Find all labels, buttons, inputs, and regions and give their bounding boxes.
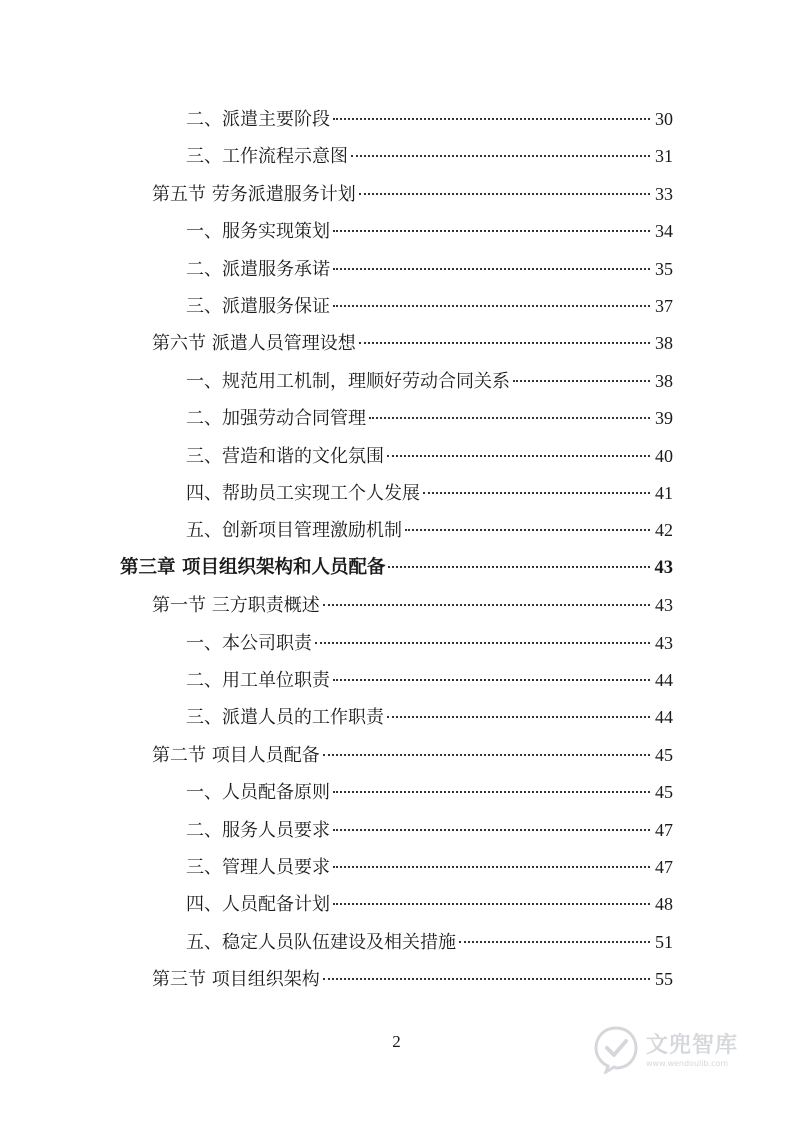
toc-entry[interactable] bbox=[186, 442, 673, 470]
toc-entry[interactable] bbox=[186, 255, 673, 283]
toc-entry[interactable] bbox=[152, 180, 673, 208]
toc-entry-page: 51 bbox=[655, 931, 673, 952]
toc-entry-page: 33 bbox=[655, 183, 673, 204]
toc-entry[interactable] bbox=[186, 629, 673, 657]
toc-entry-page: 38 bbox=[655, 370, 673, 391]
toc-entry-page: 48 bbox=[655, 894, 673, 915]
toc-entry-title: 二、加强劳动合同管理 bbox=[186, 408, 366, 430]
toc-leader-dots bbox=[333, 866, 650, 868]
toc-leader-dots bbox=[423, 492, 650, 494]
toc-leader-dots bbox=[333, 679, 650, 681]
toc-leader-dots bbox=[323, 754, 650, 756]
toc-entry-page: 44 bbox=[655, 670, 673, 690]
toc-entry[interactable] bbox=[186, 142, 673, 170]
toc-entry[interactable] bbox=[186, 666, 673, 694]
toc-entry-title: 第三节 项目组织架构 bbox=[152, 969, 320, 991]
toc-entry-title: 二、服务人员要求 bbox=[186, 819, 330, 841]
toc-entry-page: 43 bbox=[655, 632, 673, 653]
toc-leader-dots bbox=[333, 230, 650, 232]
toc-entry-page: 44 bbox=[655, 707, 673, 728]
toc-entry-page: 45 bbox=[655, 782, 673, 803]
toc-entry[interactable] bbox=[186, 292, 673, 320]
toc-leader-dots bbox=[351, 155, 650, 157]
toc-entry-title: 第五节 劳务派遣服务计划 bbox=[152, 183, 356, 205]
toc-entry-page: 35 bbox=[655, 258, 673, 279]
toc-leader-dots bbox=[333, 791, 650, 793]
toc-entry-title: 四、帮助员工实现工个人发展 bbox=[186, 483, 420, 504]
toc-entry-title: 三、营造和谐的文化氛围 bbox=[186, 445, 384, 467]
toc-entry[interactable] bbox=[186, 703, 673, 731]
toc-entry-page: 47 bbox=[655, 857, 673, 877]
page-number: 2 bbox=[392, 1032, 401, 1051]
toc-entry[interactable] bbox=[186, 778, 673, 806]
toc-entry[interactable] bbox=[152, 329, 673, 357]
toc-entry-page: 30 bbox=[655, 109, 673, 129]
toc-entry-title: 第一节 三方职责概述 bbox=[152, 595, 320, 617]
toc-entry[interactable] bbox=[186, 853, 673, 881]
wendou-logo-icon bbox=[590, 1022, 642, 1074]
toc-entry-title: 二、派遣服务承诺 bbox=[186, 258, 330, 280]
toc-entry-page: 43 bbox=[655, 595, 673, 616]
toc-entry-title: 三、派遣服务保证 bbox=[186, 296, 330, 317]
watermark-url: www.wendoulib.com bbox=[646, 1059, 729, 1068]
toc-entry-title: 第三章 项目组织架构和人员配备 bbox=[120, 556, 386, 578]
toc-entry-title: 一、规范用工机制，理顺好劳动合同关系 bbox=[186, 370, 510, 392]
toc-entry[interactable] bbox=[120, 554, 673, 582]
toc-leader-dots bbox=[333, 305, 650, 307]
toc-entry[interactable] bbox=[186, 105, 673, 133]
toc-entry-title: 四、人员配备计划 bbox=[186, 894, 330, 916]
toc-entry[interactable] bbox=[152, 591, 673, 619]
toc-leader-dots bbox=[333, 903, 650, 905]
toc-entry-title: 第二节 项目人员配备 bbox=[152, 744, 320, 766]
toc-entry[interactable] bbox=[186, 928, 673, 956]
toc-entry-title: 二、派遣主要阶段 bbox=[186, 109, 330, 130]
toc-entry-page: 34 bbox=[655, 221, 673, 242]
toc-entry-page: 42 bbox=[655, 520, 673, 541]
toc-entry[interactable] bbox=[186, 367, 673, 395]
toc-leader-dots bbox=[323, 604, 650, 606]
toc-entry[interactable] bbox=[152, 741, 673, 769]
toc-entry-page: 38 bbox=[655, 333, 673, 354]
toc-leader-dots bbox=[315, 642, 650, 644]
toc-entry-title: 一、本公司职责 bbox=[186, 632, 312, 654]
toc-entry[interactable] bbox=[186, 890, 673, 918]
toc-entry-title: 三、管理人员要求 bbox=[186, 857, 330, 878]
toc-entry[interactable] bbox=[186, 404, 673, 432]
toc-entry-page: 47 bbox=[655, 819, 673, 840]
toc-entry-title: 一、服务实现策划 bbox=[186, 221, 330, 243]
watermark bbox=[590, 1020, 760, 1076]
toc-entry-title: 一、人员配备原则 bbox=[186, 782, 330, 804]
toc-entry-page: 31 bbox=[655, 146, 673, 167]
toc-leader-dots bbox=[323, 978, 650, 980]
toc-leader-dots bbox=[513, 380, 650, 382]
toc-entry-page: 43 bbox=[654, 557, 673, 578]
toc-entry-page: 55 bbox=[655, 969, 673, 990]
toc-entry-page: 41 bbox=[655, 483, 673, 503]
toc-entry-title: 三、工作流程示意图 bbox=[186, 146, 348, 168]
toc-leader-dots bbox=[359, 193, 650, 195]
toc-leader-dots bbox=[333, 829, 650, 831]
toc-leader-dots bbox=[387, 455, 650, 457]
toc-entry[interactable] bbox=[186, 516, 673, 544]
toc-entry-title: 第六节 派遣人员管理设想 bbox=[152, 333, 356, 355]
toc-entry[interactable] bbox=[186, 816, 673, 844]
toc-entry[interactable] bbox=[152, 965, 673, 993]
toc-leader-dots bbox=[405, 529, 650, 531]
toc-entry-page: 40 bbox=[655, 445, 673, 466]
toc-leader-dots bbox=[388, 566, 650, 568]
toc-leader-dots bbox=[459, 941, 650, 943]
toc-entry-title: 二、用工单位职责 bbox=[186, 670, 330, 691]
toc-leader-dots bbox=[333, 118, 650, 120]
toc-entry-page: 45 bbox=[655, 744, 673, 765]
toc-entry-page: 39 bbox=[655, 408, 673, 429]
toc-leader-dots bbox=[333, 268, 650, 270]
toc-entry-title: 五、稳定人员队伍建设及相关措施 bbox=[186, 931, 456, 953]
toc-leader-dots bbox=[359, 342, 650, 344]
toc-leader-dots bbox=[369, 417, 650, 419]
toc-entry[interactable] bbox=[186, 479, 673, 507]
toc-entry[interactable] bbox=[186, 217, 673, 245]
toc-entry-title: 三、派遣人员的工作职责 bbox=[186, 707, 384, 729]
toc-leader-dots bbox=[387, 716, 650, 718]
toc-entry-title: 五、创新项目管理激励机制 bbox=[186, 520, 402, 542]
watermark-name: 文兜智库 bbox=[646, 1033, 739, 1058]
toc-entry-page: 37 bbox=[655, 296, 673, 316]
